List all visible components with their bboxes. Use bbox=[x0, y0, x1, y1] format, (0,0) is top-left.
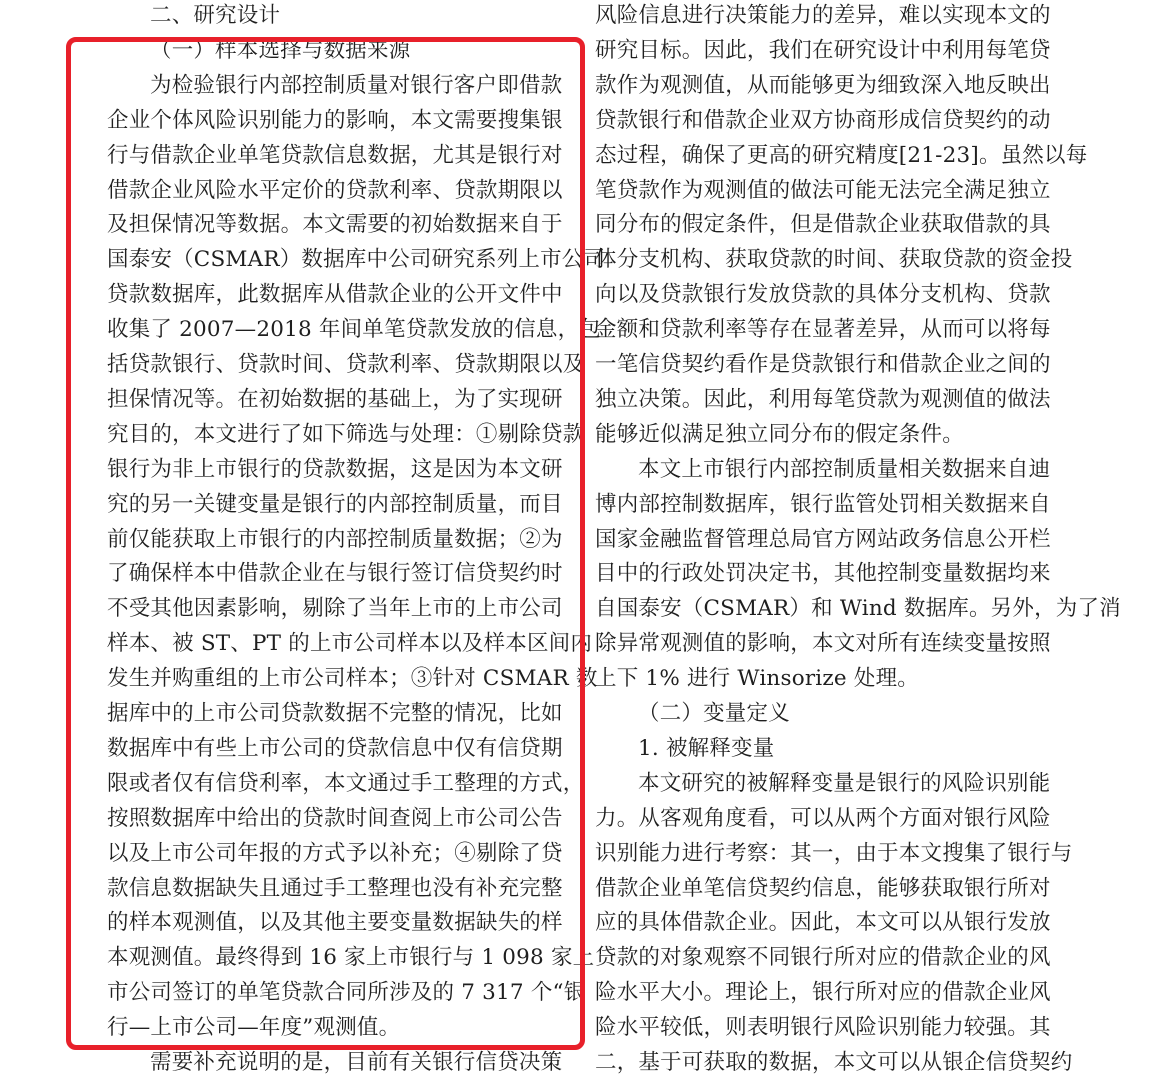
right-text-line: 同分布的假定条件，但是借款企业获取借款的具 bbox=[595, 212, 1051, 238]
left-text-line: 行—上市公司—年度”观测值。 bbox=[107, 1015, 401, 1041]
left-text-line: 收集了 2007—2018 年间单笔贷款发放的信息，包 bbox=[107, 317, 602, 343]
right-text-line: 1. 被解释变量 bbox=[638, 735, 775, 761]
right-text-line: （二）变量定义 bbox=[638, 701, 790, 726]
left-text-line: 借款企业风险水平定价的贷款利率、贷款期限以 bbox=[107, 177, 563, 203]
left-text-line: 及担保情况等数据。本文需要的初始数据来自于 bbox=[107, 212, 563, 238]
right-text-line: 能够近似满足独立同分布的假定条件。 bbox=[595, 421, 964, 447]
left-text-line: 限或者仅有信贷利率，本文通过手工整理的方式， bbox=[107, 770, 585, 796]
left-text-line: 发生并购重组的上市公司样本；③针对 CSMAR 数 bbox=[107, 666, 598, 692]
right-text-line: 笔贷款作为观测值的做法可能无法完全满足独立 bbox=[595, 177, 1051, 203]
right-text-line: 本文研究的被解释变量是银行的风险识别能 bbox=[638, 770, 1051, 796]
right-text-line: 自国泰安（CSMAR）和 Wind 数据库。另外，为了消 bbox=[595, 596, 1121, 622]
left-text-line: 了确保样本中借款企业在与银行签订信贷契约时 bbox=[107, 561, 563, 587]
right-text-line: 态过程，确保了更高的研究精度[21-23]。虽然以每 bbox=[595, 142, 1088, 168]
left-text-line: 按照数据库中给出的贷款时间查阅上市公司公告 bbox=[107, 805, 563, 831]
right-text-line: 向以及贷款银行发放贷款的具体分支机构、贷款 bbox=[595, 282, 1051, 308]
right-text-line: 除异常观测值的影响，本文对所有连续变量按照 bbox=[595, 631, 1051, 657]
right-text-line: 二，基于可获取的数据，本文可以从银企信贷契约 bbox=[595, 1050, 1073, 1075]
right-text-line: 上下 1% 进行 Winsorize 处理。 bbox=[595, 666, 919, 692]
left-text-line: 担保情况等。在初始数据的基础上，为了实现研 bbox=[107, 386, 563, 412]
right-text-line: 险水平较低，则表明银行风险识别能力较强。其 bbox=[595, 1015, 1051, 1041]
left-text-line: 贷款数据库，此数据库从借款企业的公开文件中 bbox=[107, 282, 563, 308]
right-text-line: 国家金融监督管理总局官方网站政务信息公开栏 bbox=[595, 526, 1051, 552]
right-text-line: 贷款银行和借款企业双方协商形成信贷契约的动 bbox=[595, 107, 1051, 133]
left-text-line: 括贷款银行、贷款时间、贷款利率、贷款期限以及 bbox=[107, 352, 585, 377]
left-text-line: 究目的，本文进行了如下筛选与处理：①剔除贷款 bbox=[107, 421, 585, 447]
left-text-line: 国泰安（CSMAR）数据库中公司研究系列上市公司 bbox=[107, 247, 606, 273]
left-text-line: 市公司签订的单笔贷款合同所涉及的 7 317 个“银 bbox=[107, 980, 586, 1006]
left-text-line: 行与借款企业单笔贷款信息数据，尤其是银行对 bbox=[107, 142, 563, 168]
right-text-line: 目中的行政处罚决定书，其他控制变量数据均来 bbox=[595, 561, 1051, 587]
right-text-line: 风险信息进行决策能力的差异，难以实现本文的 bbox=[595, 3, 1051, 28]
left-text-line: 款信息数据缺失且通过手工整理也没有补充完整 bbox=[107, 875, 563, 901]
left-text-line: 银行为非上市银行的贷款数据，这是因为本文研 bbox=[107, 456, 563, 482]
right-text-line: 应的具体借款企业。因此，本文可以从银行发放 bbox=[595, 910, 1051, 936]
left-text-line: 企业个体风险识别能力的影响，本文需要搜集银 bbox=[107, 107, 563, 133]
left-text-line: 需要补充说明的是，目前有关银行信贷决策 bbox=[150, 1050, 563, 1075]
right-text-line: 研究目标。因此，我们在研究设计中利用每笔贷 bbox=[595, 37, 1051, 63]
right-text-line: 险水平大小。理论上，银行所对应的借款企业风 bbox=[595, 980, 1051, 1006]
left-text-line: 数据库中有些上市公司的贷款信息中仅有信贷期 bbox=[107, 735, 563, 761]
right-text-line: 借款企业单笔信贷契约信息，能够获取银行所对 bbox=[595, 875, 1051, 901]
left-text-line: 不受其他因素影响，剔除了当年上市的上市公司 bbox=[107, 596, 563, 622]
left-text-line: 本观测值。最终得到 16 家上市银行与 1 098 家上 bbox=[107, 945, 595, 971]
right-text-line: 力。从客观角度看，可以从两个方面对银行风险 bbox=[595, 805, 1051, 831]
right-text-line: 体分支机构、获取贷款的时间、获取贷款的资金投 bbox=[595, 247, 1073, 273]
left-text-line: 的样本观测值，以及其他主要变量数据缺失的样 bbox=[107, 910, 563, 936]
left-text-line: 二、研究设计 bbox=[150, 3, 281, 28]
left-text-line: 以及上市公司年报的方式予以补充；④剔除了贷 bbox=[107, 840, 563, 866]
left-text-line: （一）样本选择与数据来源 bbox=[150, 37, 411, 63]
right-text-line: 款作为观测值，从而能够更为细致深入地反映出 bbox=[595, 72, 1051, 98]
left-text-line: 前仅能获取上市银行的内部控制质量数据；②为 bbox=[107, 526, 563, 552]
left-text-line: 样本、被 ST、PT 的上市公司样本以及样本区间内 bbox=[107, 631, 593, 657]
right-text-line: 本文上市银行内部控制质量相关数据来自迪 bbox=[638, 456, 1051, 482]
left-text-line: 究的另一关键变量是银行的内部控制质量，而目 bbox=[107, 491, 563, 517]
right-text-line: 识别能力进行考察：其一，由于本文搜集了银行与 bbox=[595, 840, 1073, 866]
right-text-line: 金额和贷款利率等存在显著差异，从而可以将每 bbox=[595, 317, 1051, 343]
right-text-line: 独立决策。因此，利用每笔贷款为观测值的做法 bbox=[595, 386, 1051, 412]
right-text-line: 博内部控制数据库，银行监管处罚相关数据来自 bbox=[595, 491, 1051, 517]
left-text-line: 据库中的上市公司贷款数据不完整的情况，比如 bbox=[107, 701, 563, 726]
right-text-line: 一笔信贷契约看作是贷款银行和借款企业之间的 bbox=[595, 352, 1051, 377]
left-text-line: 为检验银行内部控制质量对银行客户即借款 bbox=[150, 72, 563, 98]
highlight-annotation-box bbox=[66, 37, 585, 1050]
right-text-line: 贷款的对象观察不同银行所对应的借款企业的风 bbox=[595, 945, 1051, 971]
